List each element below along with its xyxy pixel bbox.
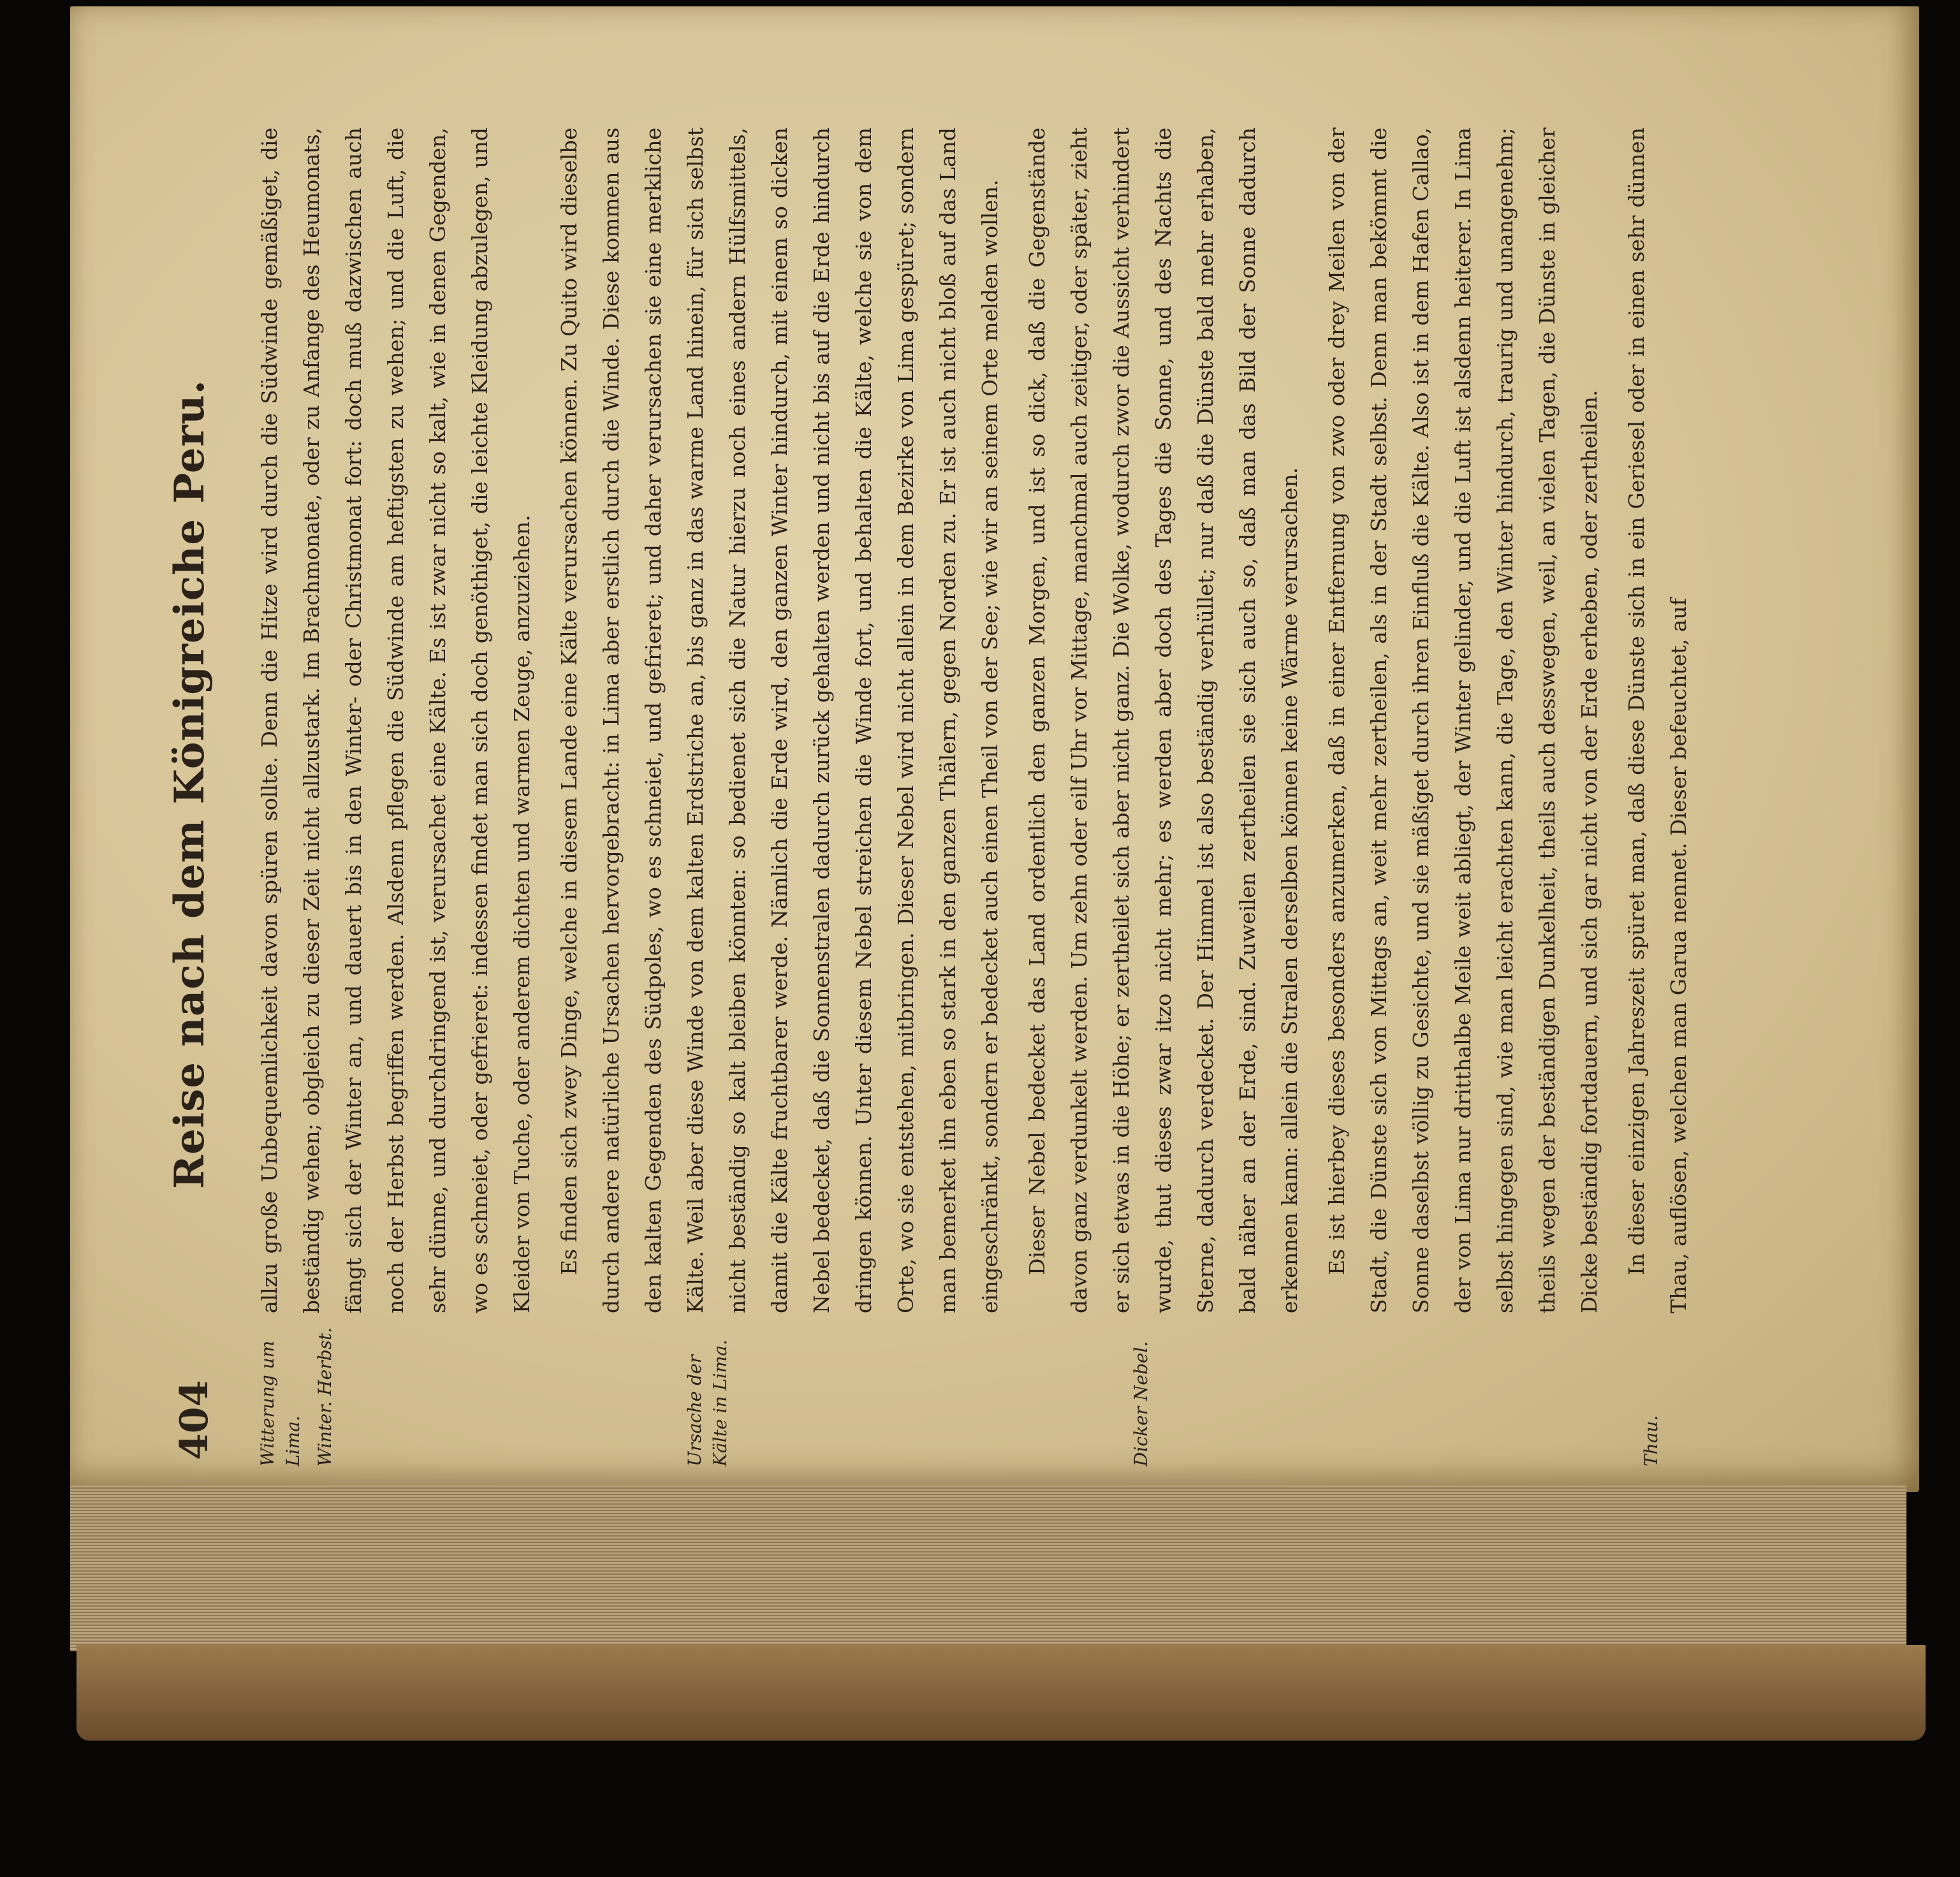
paragraph: In dieser einzigen Jahreszeit spüret man, daß diese Dünste sich in ein Geriesel oder in einen sehr dünnen Thau, auflösen, welchen man Garua nennet. Dieser befeuchtet, auf (1624, 128, 1691, 1313)
margin-note: Witterung um Lima. (257, 1340, 304, 1466)
margin-note: Ursache der Kälte in Lima. (684, 1340, 731, 1466)
running-title: Reise nach dem Königreiche Peru. (166, 379, 214, 1189)
page-number: 404 (172, 1380, 217, 1460)
page-header (166, 83, 217, 1486)
paragraph: Es ist hierbey dieses besonders anzumerken, daß in einer Entfernung von zwo oder drey Meilen von der Stadt, die Dünste sich von Mittags an, weit mehr zertheilen, als in der Stadt selbst. Denn man bekömmt die Sonne daselbst völlig zu Gesichte, und sie mäßiget durch ihren Einfluß die Kälte. Also ist in dem Hafen Callao, der von Lima nur dritthalbe Meile weit abliegt, der Winter gelinder, und die Luft ist alsdenn heiterer. In Lima selbst hingegen sind, wie man leicht erachten kann, die Tage, den Winter hindurch, traurig und unangenehm; theils wegen der beständigen Dunkelheit, theils auch desswegen, weil, an vielen Tagen, die Dünste in gleicher Dicke beständig fortdauern, und sich gar nicht von der Erde erheben, oder zertheilen. (1324, 128, 1602, 1313)
book-cover (77, 1645, 1926, 1741)
page-edges (70, 1486, 1906, 1651)
body-text (249, 128, 1705, 1313)
paragraph: Es finden sich zwey Dinge, welche in diesem Lande eine Kälte verursachen können. Zu Quito wird dieselbe durch andere natürliche Ursachen hervorgebracht: in Lima aber erstlich durch die Winde. Diese kommen aus den kalten Gegenden des Südpoles, wo es schneiet, und gefrieret; und daher verursachen sie eine merkliche Kälte. Weil aber diese Winde von dem kalten Erdstriche an, bis ganz in das warme Land hinein, für sich selbst nicht beständig so kalt bleiben könnten: so bedienet sich die Natur hierzu noch eines andern Hülfsmittels, damit die Kälte fruchtbarer werde. Nämlich die Erde wird, den ganzen Winter hindurch, mit einem so dicken Nebel bedecket, daß die Sonnenstralen dadurch zurück gehalten werden und nicht bis auf die Erde hindurch dringen können. Unter diesem Nebel streichen die Winde fort, und behalten die Kälte, welche sie von dem Orte, wo sie entstehen, mitbringen. Dieser Nebel wird nicht allein in dem Bezirke von Lima gespüret; sondern man bemerket ihn eben so stark in den ganzen Thälern, gegen Norden zu. Er ist auch nicht bloß auf das Land eingeschränkt, sondern er bedecket auch einen Theil von der See; wie wir an seinem Orte melden wollen. (557, 128, 1002, 1313)
paragraph: allzu große Unbequemlichkeit davon spüren sollte. Denn die Hitze wird durch die Südwinde gemäßiget, die beständig wehen; obgleich zu dieser Zeit nicht allzustark. Im Brachmonate, oder zu Anfange des Heumonats, fängt sich der Winter an, und dauert bis in den Winter- oder Christmonat fort: doch muß dazwischen auch noch der Herbst begriffen werden. Alsdenn pflegen die Südwinde am heftigsten zu wehen; und die Luft, die sehr dünne, und durchdringend ist, verursachet eine Kälte. Es ist zwar nicht so kalt, wie in denen Gegenden, wo es schneiet, oder gefrieret: indessen findet man sich doch genöthiget, die leichte Kleidung abzulegen, und Kleider von Tuche, oder anderem dichten und warmen Zeuge, anzuziehen. (257, 128, 534, 1313)
margin-note: Thau. (1641, 1415, 1662, 1466)
margin-note: Dicker Nebel. (1130, 1341, 1152, 1466)
rotated-page-content (128, 83, 1785, 1486)
margin-note: Winter. Herbst. (314, 1327, 335, 1466)
paragraph: Dieser Nebel bedecket das Land ordentlich den ganzen Morgen, und ist so dick, daß die Gegenstände davon ganz verdunkelt werden. Um zehn oder eilf Uhr vor Mittage, manchmal auch zeitiger, oder später, zieht er sich etwas in die Höhe; er zertheilet sich aber nicht ganz. Die Wolke, wodurch zwor die Aussicht verhindert wurde, thut dieses zwar itzo nicht mehr; es werden aber doch des Tages die Sonne, und des Nachts die Sterne, dadurch verdecket. Der Himmel ist also beständig verhüllet; nur daß die Dünste bald mehr erhaben, bald näher an der Erde, sind. Zuweilen zertheilen sie sich auch so, daß man das Bild der Sonne dadurch erkennen kann: allein die Stralen derselben können keine Wärme verursachen. (1025, 128, 1302, 1313)
